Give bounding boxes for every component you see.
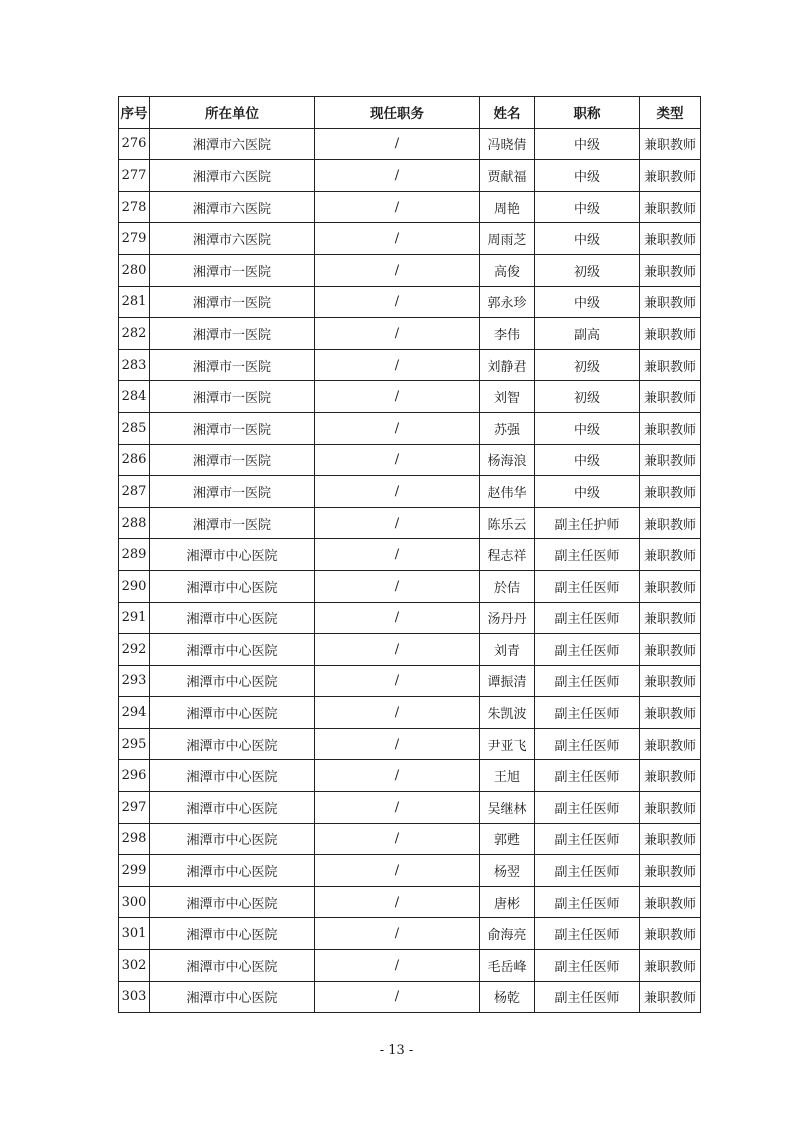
table-row — [119, 223, 701, 255]
cell-name: 杨乾 — [480, 981, 535, 1013]
cell-serial: 295 — [119, 728, 150, 760]
table-row — [119, 507, 701, 539]
cell-unit: 湘潭市中心医院 — [150, 918, 315, 950]
cell-type: 兼职教师 — [640, 602, 701, 634]
cell-title: 副主任医师 — [535, 665, 640, 697]
cell-title: 副主任医师 — [535, 697, 640, 729]
cell-title: 副主任医师 — [535, 981, 640, 1013]
cell-serial: 296 — [119, 760, 150, 792]
table-row — [119, 728, 701, 760]
cell-position: / — [315, 792, 480, 824]
cell-type: 兼职教师 — [640, 728, 701, 760]
cell-serial: 289 — [119, 539, 150, 571]
cell-position: / — [315, 286, 480, 318]
cell-title: 初级 — [535, 349, 640, 381]
table-row — [119, 570, 701, 602]
cell-unit: 湘潭市中心医院 — [150, 760, 315, 792]
cell-unit: 湘潭市一医院 — [150, 286, 315, 318]
page-number: - 13 - — [379, 1043, 414, 1058]
cell-title: 副主任护师 — [535, 507, 640, 539]
cell-unit: 湘潭市一医院 — [150, 254, 315, 286]
cell-name: 於佶 — [480, 570, 535, 602]
cell-type: 兼职教师 — [640, 160, 701, 192]
cell-type: 兼职教师 — [640, 918, 701, 950]
cell-name: 毛岳峰 — [480, 950, 535, 982]
cell-type: 兼职教师 — [640, 539, 701, 571]
cell-type: 兼职教师 — [640, 507, 701, 539]
cell-unit: 湘潭市中心医院 — [150, 728, 315, 760]
table-row — [119, 444, 701, 476]
cell-unit: 湘潭市一医院 — [150, 444, 315, 476]
table-row — [119, 602, 701, 634]
cell-serial: 293 — [119, 665, 150, 697]
cell-position: / — [315, 697, 480, 729]
cell-type: 兼职教师 — [640, 318, 701, 350]
cell-type: 兼职教师 — [640, 286, 701, 318]
cell-position: / — [315, 191, 480, 223]
cell-position: / — [315, 539, 480, 571]
cell-name: 冯晓倩 — [480, 128, 535, 160]
cell-position: / — [315, 318, 480, 350]
header-serial: 序号 — [119, 97, 150, 129]
cell-name: 刘智 — [480, 381, 535, 413]
cell-name: 郭甦 — [480, 823, 535, 855]
header-unit: 所在单位 — [150, 97, 315, 129]
cell-type: 兼职教师 — [640, 128, 701, 160]
table-row — [119, 760, 701, 792]
table-row — [119, 697, 701, 729]
cell-serial: 278 — [119, 191, 150, 223]
table-row — [119, 634, 701, 666]
cell-serial: 299 — [119, 855, 150, 887]
cell-unit: 湘潭市中心医院 — [150, 855, 315, 887]
cell-unit: 湘潭市六医院 — [150, 223, 315, 255]
cell-serial: 303 — [119, 981, 150, 1013]
cell-serial: 286 — [119, 444, 150, 476]
table-row — [119, 950, 701, 982]
table-row — [119, 918, 701, 950]
cell-type: 兼职教师 — [640, 981, 701, 1013]
cell-name: 李伟 — [480, 318, 535, 350]
cell-serial: 300 — [119, 886, 150, 918]
cell-name: 俞海亮 — [480, 918, 535, 950]
cell-type: 兼职教师 — [640, 760, 701, 792]
cell-serial: 302 — [119, 950, 150, 982]
cell-unit: 湘潭市六医院 — [150, 128, 315, 160]
cell-name: 周雨芝 — [480, 223, 535, 255]
cell-serial: 283 — [119, 349, 150, 381]
cell-unit: 湘潭市中心医院 — [150, 665, 315, 697]
cell-position: / — [315, 981, 480, 1013]
cell-name: 谭振清 — [480, 665, 535, 697]
cell-serial: 281 — [119, 286, 150, 318]
cell-name: 贾献福 — [480, 160, 535, 192]
table-row — [119, 886, 701, 918]
cell-position: / — [315, 634, 480, 666]
cell-serial: 290 — [119, 570, 150, 602]
cell-unit: 湘潭市一医院 — [150, 412, 315, 444]
table-row — [119, 128, 701, 160]
cell-unit: 湘潭市中心医院 — [150, 602, 315, 634]
cell-serial: 284 — [119, 381, 150, 413]
cell-unit: 湘潭市六医院 — [150, 191, 315, 223]
cell-unit: 湘潭市中心医院 — [150, 950, 315, 982]
cell-position: / — [315, 918, 480, 950]
table-row — [119, 823, 701, 855]
cell-title: 中级 — [535, 191, 640, 223]
cell-position: / — [315, 444, 480, 476]
cell-unit: 湘潭市中心医院 — [150, 539, 315, 571]
table-row — [119, 665, 701, 697]
cell-unit: 湘潭市中心医院 — [150, 823, 315, 855]
staff-table — [118, 96, 701, 1013]
cell-type: 兼职教师 — [640, 855, 701, 887]
cell-name: 程志祥 — [480, 539, 535, 571]
cell-name: 吴继林 — [480, 792, 535, 824]
header-type: 类型 — [640, 97, 701, 129]
cell-serial: 279 — [119, 223, 150, 255]
cell-position: / — [315, 128, 480, 160]
cell-unit: 湘潭市中心医院 — [150, 981, 315, 1013]
cell-unit: 湘潭市一医院 — [150, 507, 315, 539]
cell-title: 副主任医师 — [535, 728, 640, 760]
cell-title: 中级 — [535, 476, 640, 508]
table-row — [119, 539, 701, 571]
cell-position: / — [315, 570, 480, 602]
cell-type: 兼职教师 — [640, 634, 701, 666]
cell-name: 汤丹丹 — [480, 602, 535, 634]
cell-position: / — [315, 823, 480, 855]
cell-title: 副主任医师 — [535, 918, 640, 950]
cell-title: 副主任医师 — [535, 823, 640, 855]
cell-name: 唐彬 — [480, 886, 535, 918]
cell-type: 兼职教师 — [640, 412, 701, 444]
cell-title: 副主任医师 — [535, 792, 640, 824]
cell-position: / — [315, 507, 480, 539]
cell-title: 中级 — [535, 223, 640, 255]
cell-position: / — [315, 855, 480, 887]
table-row — [119, 412, 701, 444]
cell-title: 副高 — [535, 318, 640, 350]
header-title: 职称 — [535, 97, 640, 129]
cell-position: / — [315, 665, 480, 697]
cell-name: 刘静君 — [480, 349, 535, 381]
cell-unit: 湘潭市一医院 — [150, 476, 315, 508]
cell-type: 兼职教师 — [640, 886, 701, 918]
cell-serial: 297 — [119, 792, 150, 824]
cell-position: / — [315, 412, 480, 444]
table-row — [119, 855, 701, 887]
cell-serial: 276 — [119, 128, 150, 160]
cell-serial: 301 — [119, 918, 150, 950]
cell-title: 中级 — [535, 286, 640, 318]
table-row — [119, 792, 701, 824]
cell-position: / — [315, 381, 480, 413]
cell-title: 中级 — [535, 128, 640, 160]
cell-serial: 285 — [119, 412, 150, 444]
cell-title: 副主任医师 — [535, 886, 640, 918]
cell-unit: 湘潭市中心医院 — [150, 886, 315, 918]
cell-unit: 湘潭市一医院 — [150, 381, 315, 413]
table-body — [119, 128, 701, 1013]
cell-unit: 湘潭市中心医院 — [150, 570, 315, 602]
cell-serial: 288 — [119, 507, 150, 539]
cell-title: 副主任医师 — [535, 602, 640, 634]
table-row — [119, 160, 701, 192]
cell-position: / — [315, 476, 480, 508]
cell-title: 副主任医师 — [535, 950, 640, 982]
table-row — [119, 981, 701, 1013]
cell-unit: 湘潭市中心医院 — [150, 792, 315, 824]
cell-name: 高俊 — [480, 254, 535, 286]
cell-serial: 287 — [119, 476, 150, 508]
cell-position: / — [315, 349, 480, 381]
header-position: 现任职务 — [315, 97, 480, 129]
cell-type: 兼职教师 — [640, 665, 701, 697]
cell-unit: 湘潭市中心医院 — [150, 634, 315, 666]
cell-serial: 277 — [119, 160, 150, 192]
cell-serial: 291 — [119, 602, 150, 634]
cell-name: 王旭 — [480, 760, 535, 792]
cell-type: 兼职教师 — [640, 570, 701, 602]
cell-position: / — [315, 602, 480, 634]
cell-title: 中级 — [535, 160, 640, 192]
cell-type: 兼职教师 — [640, 254, 701, 286]
cell-position: / — [315, 160, 480, 192]
table-row — [119, 191, 701, 223]
cell-title: 中级 — [535, 444, 640, 476]
cell-position: / — [315, 886, 480, 918]
cell-name: 尹亚飞 — [480, 728, 535, 760]
cell-unit: 湘潭市中心医院 — [150, 697, 315, 729]
cell-title: 副主任医师 — [535, 570, 640, 602]
cell-title: 副主任医师 — [535, 539, 640, 571]
cell-serial: 282 — [119, 318, 150, 350]
cell-type: 兼职教师 — [640, 444, 701, 476]
cell-name: 苏强 — [480, 412, 535, 444]
cell-type: 兼职教师 — [640, 823, 701, 855]
cell-title: 副主任医师 — [535, 855, 640, 887]
cell-title: 初级 — [535, 381, 640, 413]
cell-title: 初级 — [535, 254, 640, 286]
cell-position: / — [315, 950, 480, 982]
cell-serial: 280 — [119, 254, 150, 286]
cell-position: / — [315, 760, 480, 792]
cell-name: 陈乐云 — [480, 507, 535, 539]
cell-position: / — [315, 223, 480, 255]
table-row — [119, 349, 701, 381]
table-row — [119, 381, 701, 413]
cell-type: 兼职教师 — [640, 950, 701, 982]
table-row — [119, 318, 701, 350]
cell-name: 杨海浪 — [480, 444, 535, 476]
cell-position: / — [315, 728, 480, 760]
cell-name: 赵伟华 — [480, 476, 535, 508]
cell-type: 兼职教师 — [640, 223, 701, 255]
cell-position: / — [315, 254, 480, 286]
cell-unit: 湘潭市六医院 — [150, 160, 315, 192]
cell-unit: 湘潭市一医院 — [150, 349, 315, 381]
cell-name: 周艳 — [480, 191, 535, 223]
cell-title: 副主任医师 — [535, 634, 640, 666]
cell-title: 中级 — [535, 412, 640, 444]
cell-serial: 292 — [119, 634, 150, 666]
cell-type: 兼职教师 — [640, 792, 701, 824]
cell-type: 兼职教师 — [640, 476, 701, 508]
cell-unit: 湘潭市一医院 — [150, 318, 315, 350]
cell-name: 杨翌 — [480, 855, 535, 887]
cell-name: 朱凯波 — [480, 697, 535, 729]
cell-name: 郭永珍 — [480, 286, 535, 318]
cell-type: 兼职教师 — [640, 191, 701, 223]
table-row — [119, 254, 701, 286]
cell-name: 刘青 — [480, 634, 535, 666]
cell-title: 副主任医师 — [535, 760, 640, 792]
cell-type: 兼职教师 — [640, 381, 701, 413]
cell-type: 兼职教师 — [640, 349, 701, 381]
cell-type: 兼职教师 — [640, 697, 701, 729]
cell-serial: 298 — [119, 823, 150, 855]
table-row — [119, 286, 701, 318]
header-name: 姓名 — [480, 97, 535, 129]
table-row — [119, 476, 701, 508]
cell-serial: 294 — [119, 697, 150, 729]
table-header-row — [119, 97, 701, 129]
